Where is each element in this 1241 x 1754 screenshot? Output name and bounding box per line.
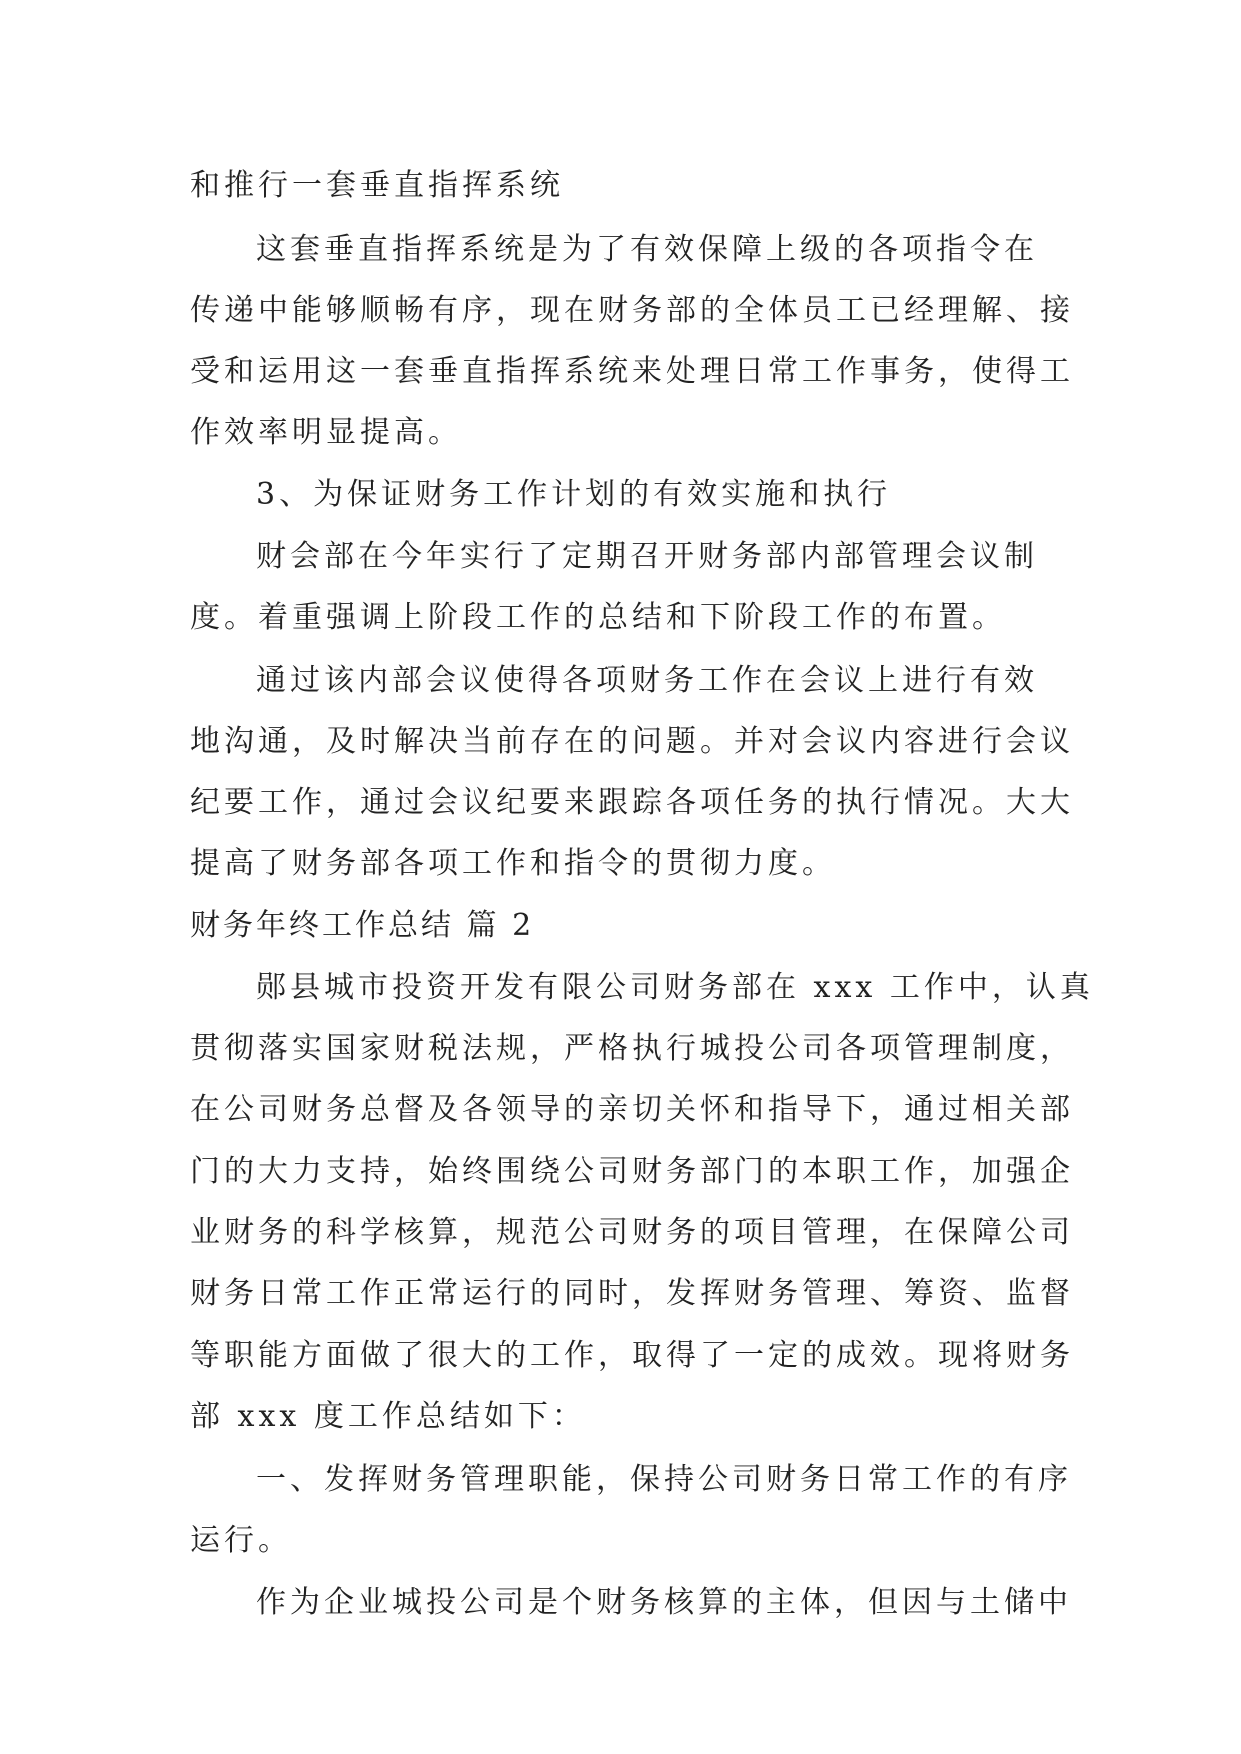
text-line: 受和运用这一套垂直指挥系统来处理日常工作事务，使得工 — [190, 354, 1074, 389]
text-line: 贯彻落实国家财税法规，严格执行城投公司各项管理制度， — [190, 1031, 1074, 1066]
text-line: 业财务的科学核算，规范公司财务的项目管理，在保障公司 — [190, 1215, 1074, 1250]
paragraph-start: 这套垂直指挥系统是为了有效保障上级的各项指令在 — [256, 232, 1038, 267]
section-heading: 3、为保证财务工作计划的有效实施和执行 — [256, 477, 892, 512]
text-line: 门的大力支持，始终围绕公司财务部门的本职工作，加强企 — [190, 1154, 1074, 1189]
text-line: 在公司财务总督及各领导的亲切关怀和指导下，通过相关部 — [190, 1092, 1074, 1127]
text-line: 和推行一套垂直指挥系统 — [190, 168, 564, 203]
text-line: 地沟通，及时解决当前存在的问题。并对会议内容进行会议 — [190, 724, 1074, 759]
text-line: 度。着重强调上阶段工作的总结和下阶段工作的布置。 — [190, 600, 1006, 635]
paragraph-start: 财会部在今年实行了定期召开财务部内部管理会议制 — [256, 539, 1038, 574]
text-line: 等职能方面做了很大的工作，取得了一定的成效。现将财务 — [190, 1338, 1074, 1373]
text-line: 纪要工作，通过会议纪要来跟踪各项任务的执行情况。大大 — [190, 785, 1074, 820]
text-line: 作效率明显提高。 — [190, 415, 462, 450]
text-line: 提高了财务部各项工作和指令的贯彻力度。 — [190, 846, 836, 881]
text-line: 运行。 — [190, 1523, 292, 1558]
paragraph-start: 通过该内部会议使得各项财务工作在会议上进行有效 — [256, 663, 1038, 698]
text-line: 部 xxx 度工作总结如下： — [190, 1399, 586, 1434]
text-line: 传递中能够顺畅有序，现在财务部的全体员工已经理解、接 — [190, 293, 1074, 328]
section-title: 财务年终工作总结 篇 2 — [190, 908, 535, 943]
paragraph-start: 郧县城市投资开发有限公司财务部在 xxx 工作中，认真 — [256, 970, 1094, 1005]
section-heading: 一、发挥财务管理职能，保持公司财务日常工作的有序 — [256, 1462, 1072, 1497]
text-line: 财务日常工作正常运行的同时，发挥财务管理、筹资、监督 — [190, 1276, 1074, 1311]
paragraph-start: 作为企业城投公司是个财务核算的主体，但因与土储中 — [256, 1585, 1072, 1620]
